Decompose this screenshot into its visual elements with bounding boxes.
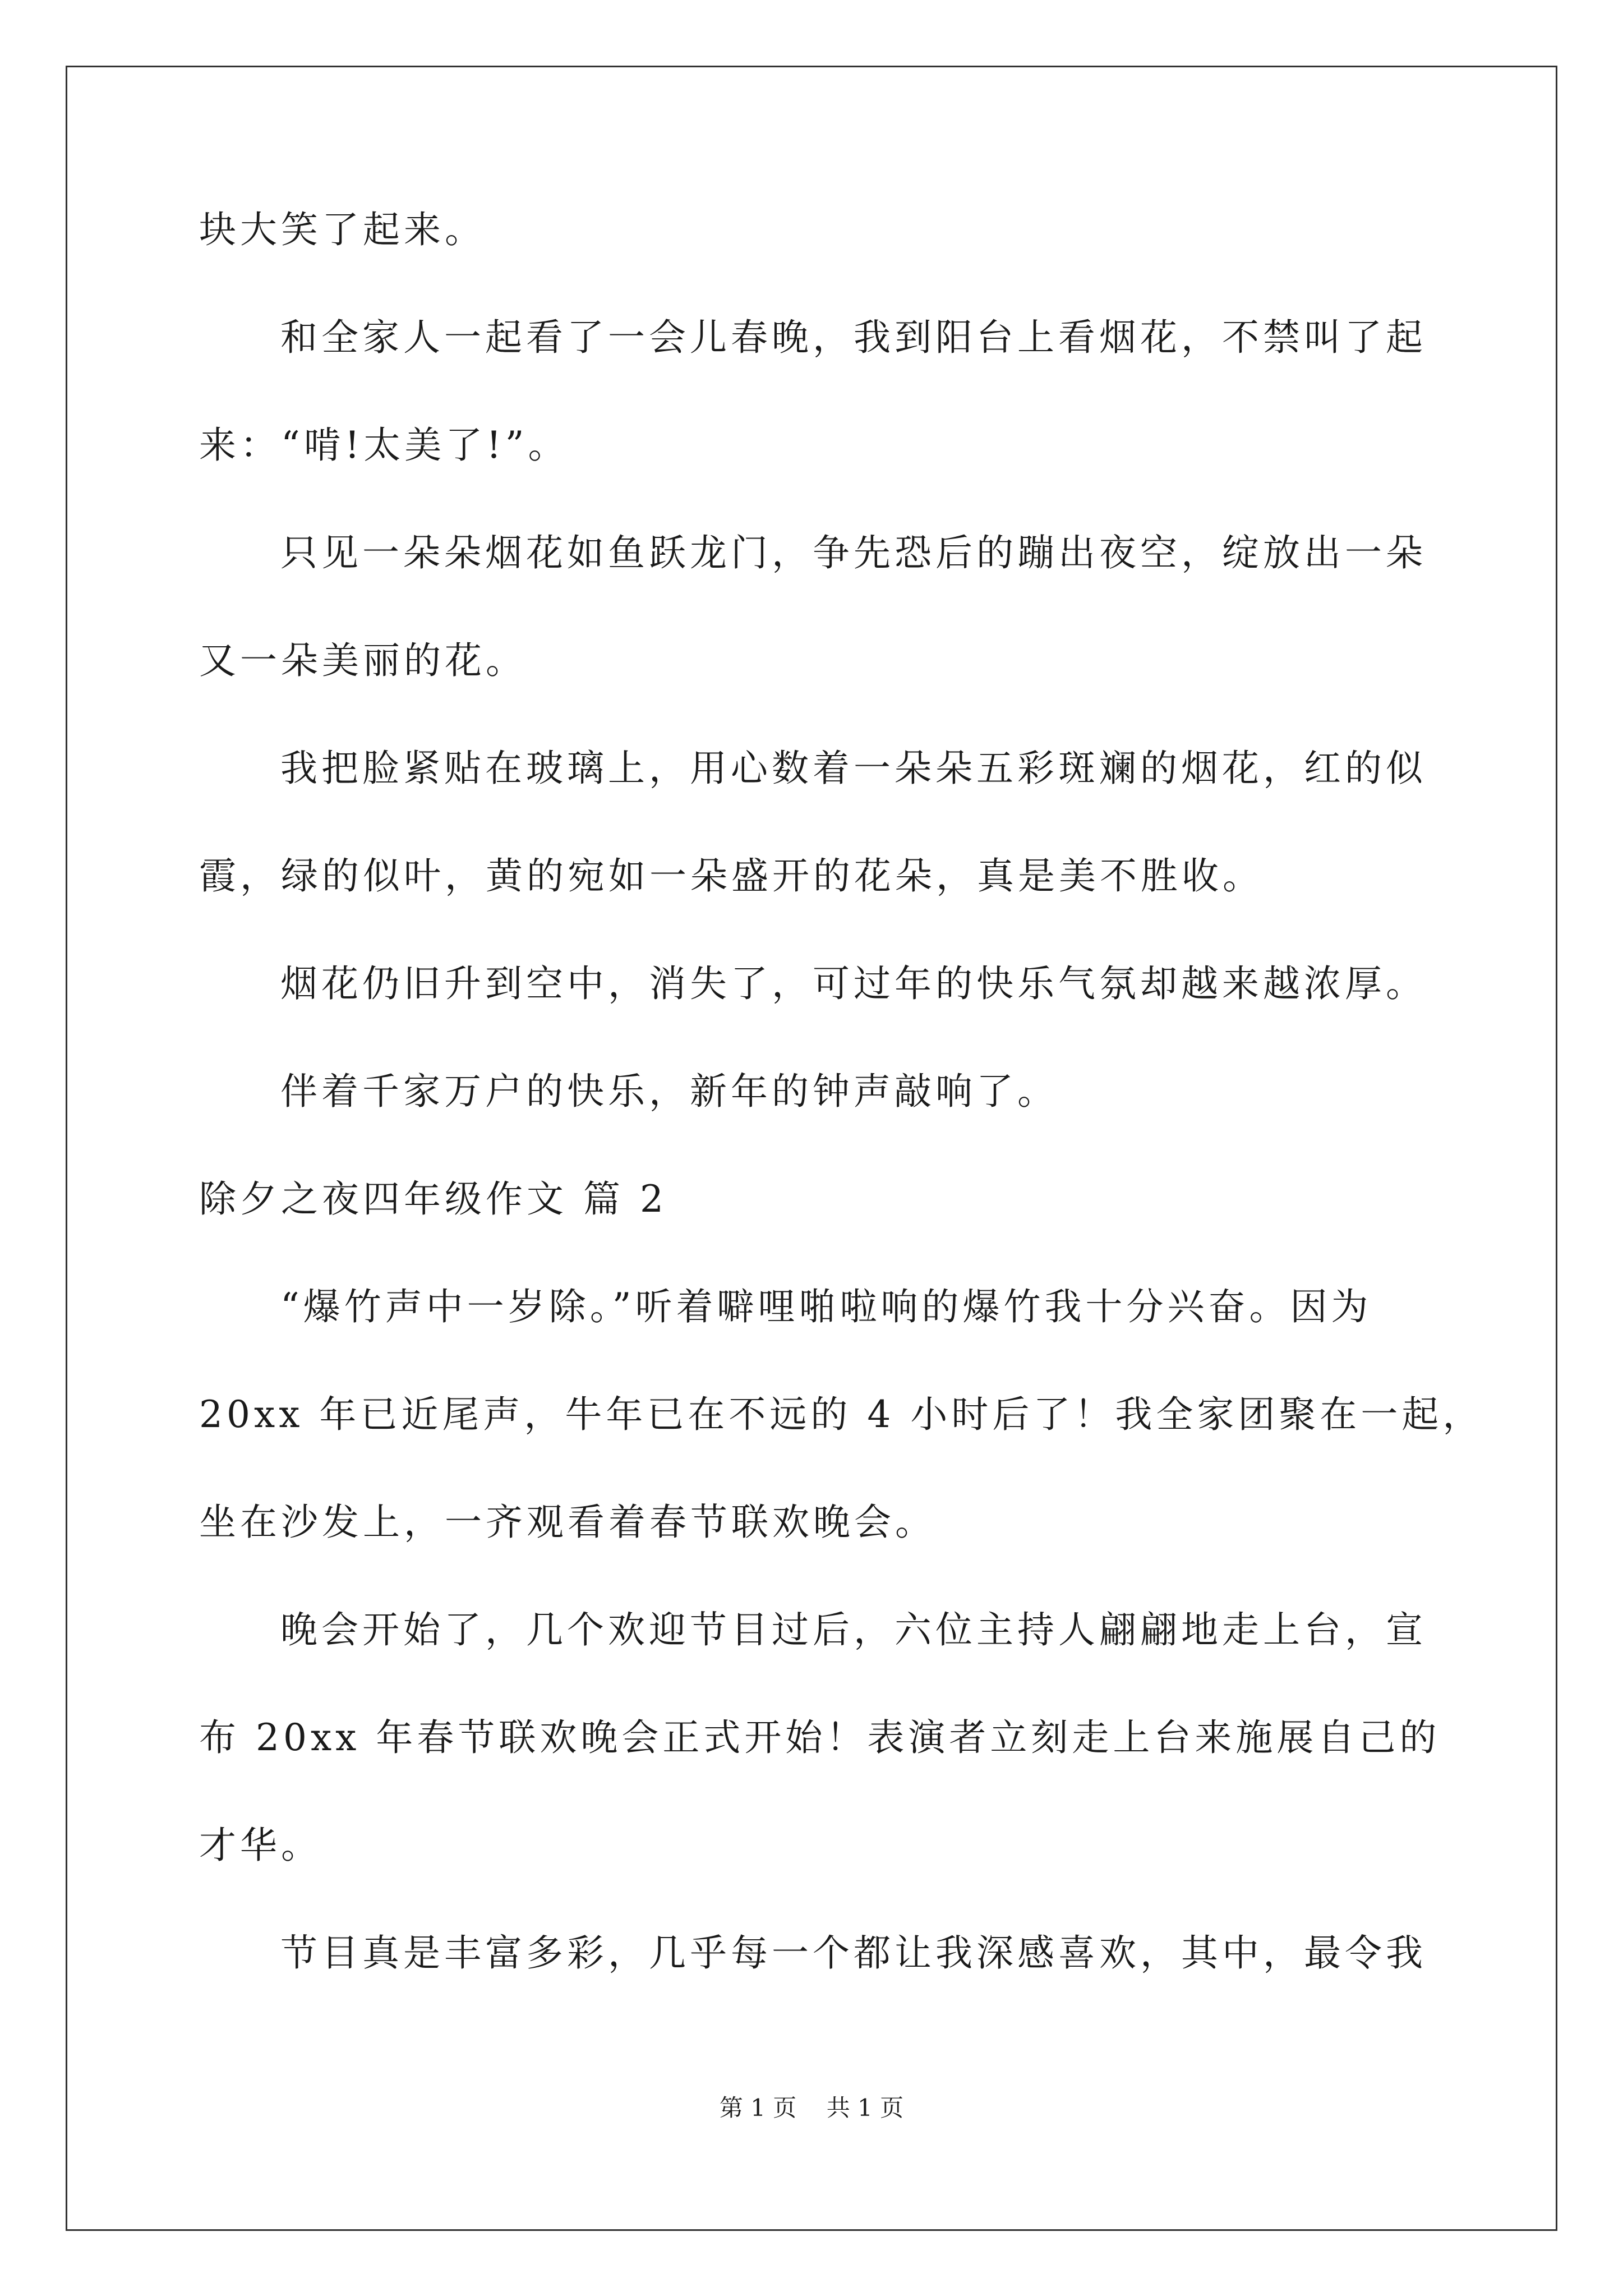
text-line: 节目真是丰富多彩，几乎每一个都让我深感喜欢，其中，最令我 (280, 1931, 1427, 1975)
text-line: 20xx 年已近尾声，牛年已在不远的 4 小时后了！我全家团聚在一起， (199, 1393, 1484, 1436)
text-line: 我把脸紧贴在玻璃上，用心数着一朵朵五彩斑斓的烟花，红的似 (280, 747, 1427, 790)
text-line: “爆竹声中一岁除。”听着噼哩啪啦响的爆竹我十分兴奋。因为 (280, 1285, 1372, 1328)
text-line: 霞，绿的似叶，黄的宛如一朵盛开的花朵，真是美不胜收。 (199, 854, 1264, 898)
section-heading: 除夕之夜四年级作文 篇 2 (199, 1177, 667, 1221)
text-line: 才华。 (199, 1824, 322, 1867)
text-line: 块大笑了起来。 (199, 208, 486, 251)
document-body (199, 196, 1484, 2027)
text-line: 坐在沙发上，一齐观看着春节联欢晚会。 (199, 1501, 936, 1544)
text-line: 只见一朵朵烟花如鱼跃龙门，争先恐后的蹦出夜空，绽放出一朵 (280, 531, 1427, 574)
text-line: 烟花仍旧升到空中，消失了，可过年的快乐气氛却越来越浓厚。 (280, 962, 1427, 1005)
text-line: 伴着千家万户的快乐，新年的钟声敲响了。 (280, 1070, 1058, 1113)
text-line: 和全家人一起看了一会儿春晚，我到阳台上看烟花，不禁叫了起 (280, 316, 1427, 359)
text-line: 晚会开始了，几个欢迎节目过后，六位主持人翩翩地走上台，宣 (280, 1608, 1427, 1651)
text-line: 布 20xx 年春节联欢晚会正式开始！表演者立刻走上台来施展自己的 (199, 1716, 1441, 1759)
text-line: 又一朵美丽的花。 (199, 639, 527, 682)
text-line: 来：“啃!太美了!”。 (199, 424, 569, 467)
page-footer: 第 1 页 共 1 页 (719, 2094, 904, 2122)
